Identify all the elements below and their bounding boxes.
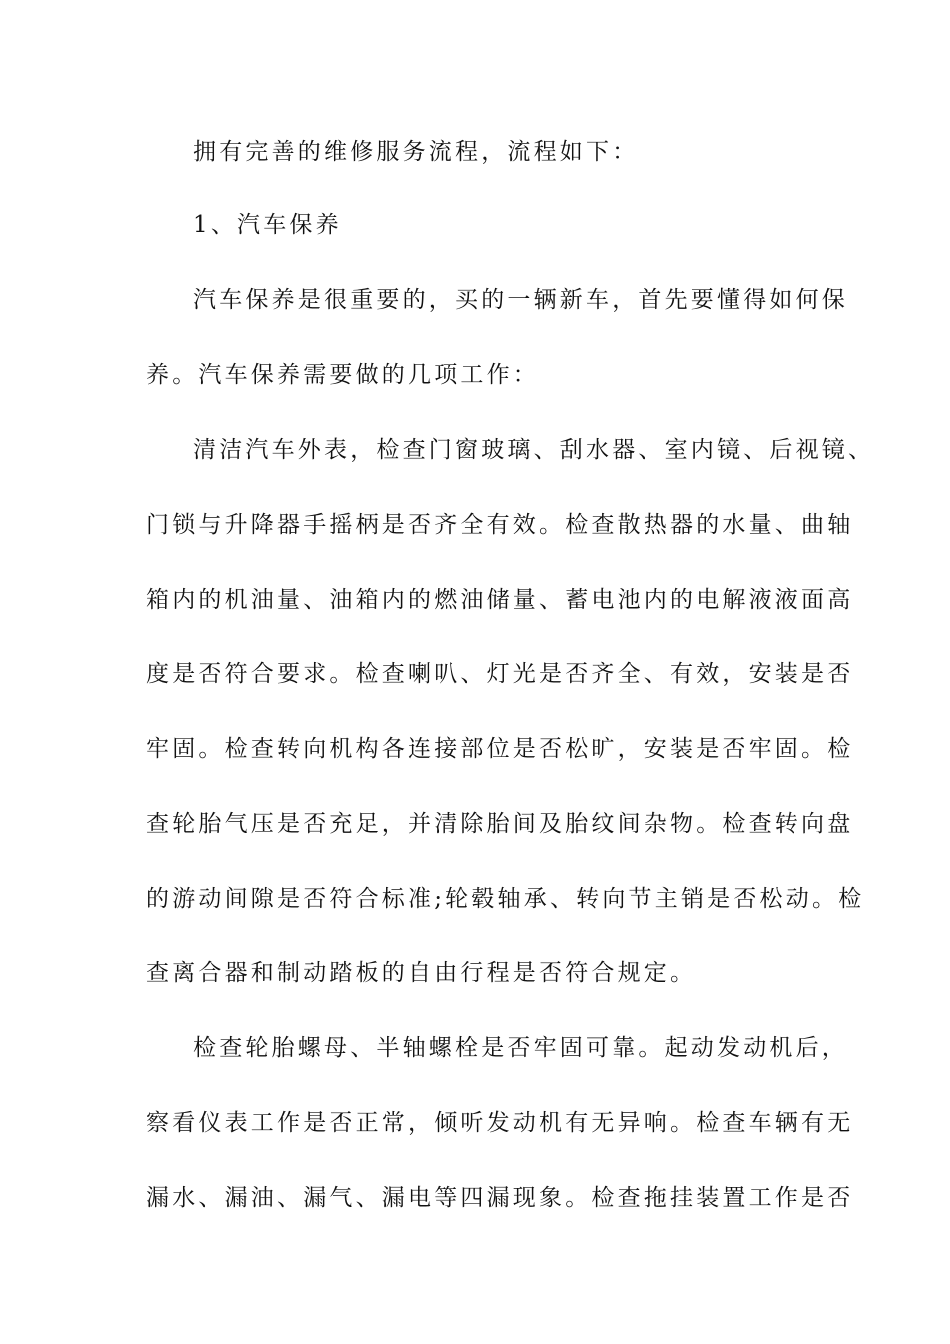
text-line: 的游动间隙是否符合标准;轮毂轴承、转向节主销是否松动。检	[146, 886, 865, 912]
text-line: 察看仪表工作是否正常，倾听发动机有无异响。检查车辆有无	[146, 1110, 854, 1136]
text-line: 清洁汽车外表，检查门窗玻璃、刮水器、室内镜、后视镜、	[193, 437, 875, 463]
text-line: 养。汽车保养需要做的几项工作：	[146, 362, 539, 388]
section-heading: 1、汽车保养	[193, 212, 342, 238]
text-line: 度是否符合要求。检查喇叭、灯光是否齐全、有效，安装是否	[146, 661, 854, 687]
text-line: 检查轮胎螺母、半轴螺栓是否牢固可靠。起动发动机后，	[193, 1035, 848, 1061]
text-line: 拥有完善的维修服务流程，流程如下：	[193, 139, 639, 165]
text-line: 汽车保养是很重要的，买的一辆新车，首先要懂得如何保	[193, 287, 848, 313]
text-line: 查轮胎气压是否充足，并清除胎间及胎纹间杂物。检查转向盘	[146, 811, 854, 837]
text-line: 查离合器和制动踏板的自由行程是否符合规定。	[146, 960, 697, 986]
text-line: 门锁与升降器手摇柄是否齐全有效。检查散热器的水量、曲轴	[146, 512, 854, 538]
text-line: 箱内的机油量、油箱内的燃油储量、蓄电池内的电解液液面高	[146, 587, 854, 613]
text-line: 漏水、漏油、漏气、漏电等四漏现象。检查拖挂装置工作是否	[146, 1185, 854, 1211]
text-line: 牢固。检查转向机构各连接部位是否松旷，安装是否牢固。检	[146, 736, 854, 762]
